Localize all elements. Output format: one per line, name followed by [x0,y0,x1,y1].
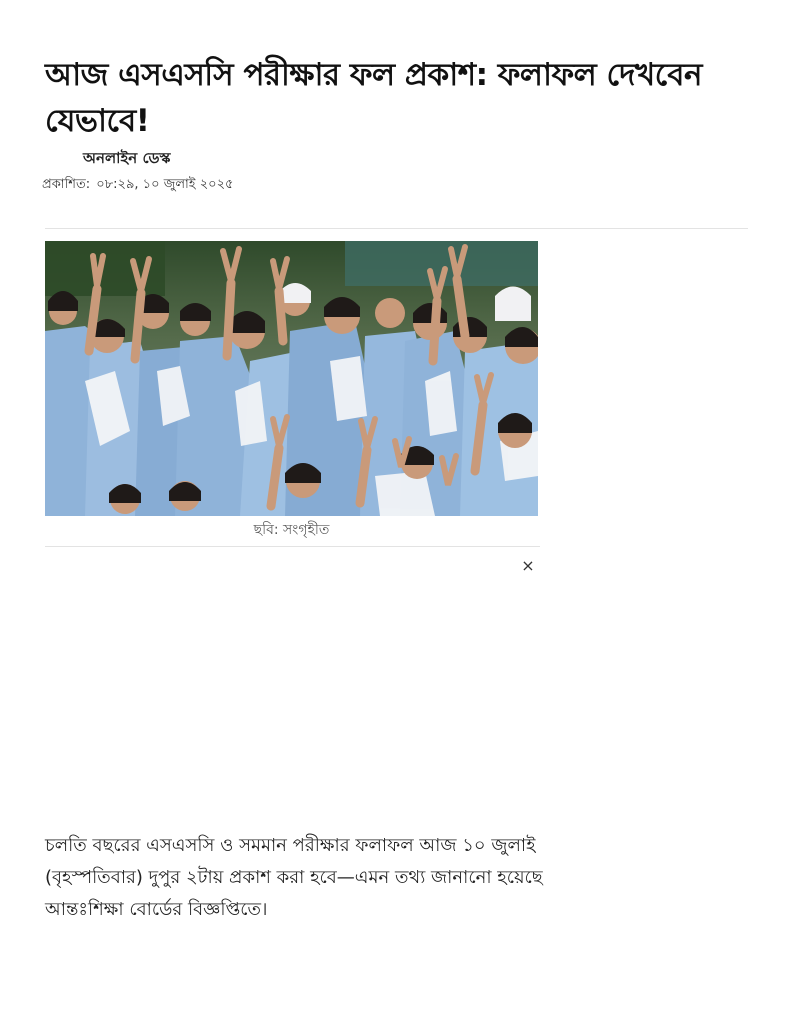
close-icon[interactable]: × [521,556,535,575]
ad-slot [45,578,538,818]
byline [45,148,170,170]
article-image [45,241,538,516]
article-body: চলতি বছরের এসএসসি ও সমমান পরীক্ষার ফলাফল আজ ১০ জুলাই (বৃহস্পতিবার) দুপুর ২টায় প্রকাশ করা হবে—এমন তথ্য জানানো হয়েছে আন্তঃশিক্ষা বোর্ডের বিজ্ঞপ্তিতে। [45,835,543,920]
header-divider [45,228,748,229]
headline: আজ এসএসসি পরীক্ষার ফল প্রকাশ: ফলাফল দেখবেন যেভাবে! [45,57,702,139]
students-celebrating-photo [45,241,538,516]
author-name[interactable]: অনলাইন ডেস্ক [83,148,171,167]
published-date [42,175,233,196]
author-avatar-icon [45,149,73,169]
published-label: প্রকাশিত: [42,177,91,192]
image-caption: ছবি: সংগৃহীত [253,522,330,538]
published-time: ০৮:২৯, ১০ জুলাই ২০২৫ [96,177,234,192]
caption-divider [45,546,540,547]
